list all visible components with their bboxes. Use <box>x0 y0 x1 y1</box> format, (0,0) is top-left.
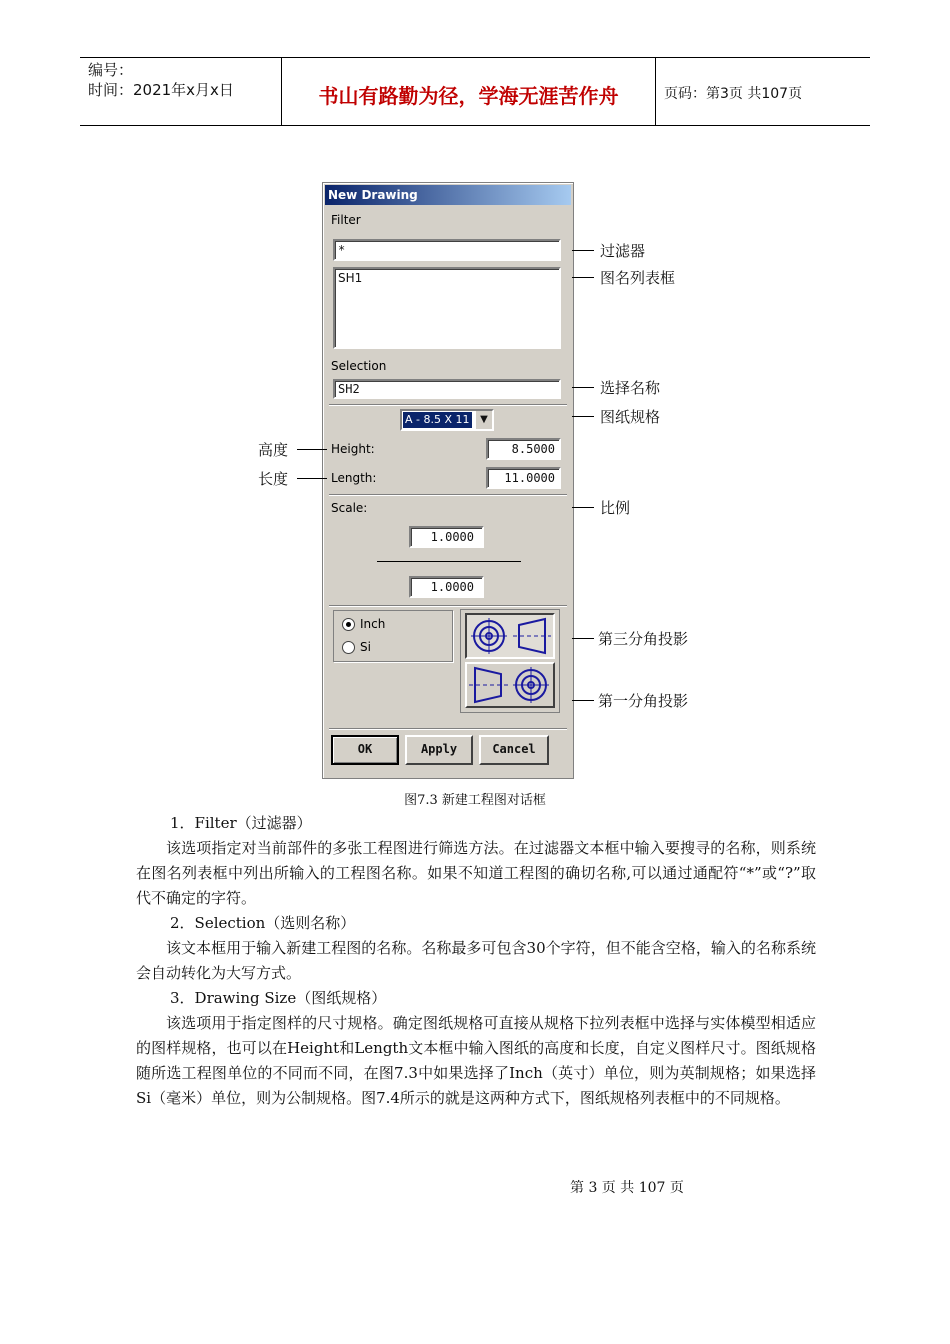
leader-line <box>572 700 594 701</box>
unit-inch-label: Inch <box>360 617 386 631</box>
new-drawing-dialog <box>322 182 574 779</box>
unit-inch-radio[interactable] <box>342 617 385 631</box>
filter-input[interactable]: * <box>333 239 561 261</box>
projection-group <box>460 609 560 713</box>
units-group <box>333 610 453 662</box>
body-text <box>136 811 816 1111</box>
annotation-filter: 过滤器 <box>600 242 646 260</box>
height-label: Height: <box>331 442 375 456</box>
annotation-height: 高度 <box>258 441 289 459</box>
list-item[interactable]: SH1 <box>338 271 363 285</box>
time-label: 时间：2021年x月x日 <box>88 81 234 99</box>
section-heading: 1．Filter（过滤器） <box>170 814 312 832</box>
separator <box>329 728 567 730</box>
chevron-down-icon[interactable]: ▼ <box>475 411 492 429</box>
annotation-first-angle: 第一分角投影 <box>598 692 689 710</box>
dialog-title: New Drawing <box>325 185 571 205</box>
leader-line <box>572 507 594 508</box>
third-angle-projection-button[interactable] <box>465 613 555 659</box>
selection-label: Selection <box>331 359 387 373</box>
figure-caption: 图7.3 新建工程图对话框 <box>404 793 546 808</box>
scale-numerator-input[interactable]: 1.0000 <box>409 526 484 548</box>
scale-fraction-line <box>377 561 521 562</box>
separator <box>329 494 567 496</box>
annotation-length: 长度 <box>258 470 289 488</box>
height-input[interactable]: 8.5000 <box>486 438 561 460</box>
apply-button[interactable]: Apply <box>405 735 473 765</box>
paragraph: 该选项用于指定图样的尺寸规格。确定图纸规格可直接从规格下拉列表框中选择与实体模型相适应的图样规格，也可以在Height和Length文本框中输入图纸的高度和长度，自定义图样尺寸。图纸规格随所选工程图单位的不同而不同，在图7.3中如果选择了Inch（英寸）单位，则为英制规格；如果选择Si（毫米）单位，则为公制规格。图7.4所示的就是这两种方式下，图纸规格列表框中的不同规格。 <box>136 1014 816 1107</box>
header-motto: 书山有路勤为径，学海无涯苦作舟 <box>318 84 619 108</box>
header-left <box>88 60 234 100</box>
ok-button[interactable]: OK <box>331 735 399 765</box>
code-label: 编号： <box>88 61 134 79</box>
radio-selected-icon[interactable] <box>342 618 355 631</box>
header-top-rule <box>80 57 870 58</box>
page-footer: 第 3 页 共 107 页 <box>570 1180 684 1196</box>
unit-si-label: Si <box>360 640 371 654</box>
annotation-third-angle: 第三分角投影 <box>598 630 689 648</box>
leader-line <box>572 387 594 388</box>
radio-empty-icon[interactable] <box>342 641 355 654</box>
leader-line <box>572 277 594 278</box>
paragraph: 该文本框用于输入新建工程图的名称。名称最多可包含30个字符，但不能含空格，输入的名称系统会自动转化为大写方式。 <box>136 939 816 982</box>
filter-label: Filter <box>331 213 361 227</box>
leader-line <box>297 449 327 450</box>
cancel-button[interactable]: Cancel <box>479 735 549 765</box>
scale-label: Scale: <box>331 501 368 515</box>
separator <box>329 605 567 607</box>
section-heading: 3．Drawing Size（图纸规格） <box>170 989 387 1007</box>
annotation-list: 图名列表框 <box>600 269 676 287</box>
annotation-selection: 选择名称 <box>600 379 661 397</box>
header-page-info: 页码：第3页 共107页 <box>664 86 803 102</box>
selection-input[interactable]: SH2 <box>333 379 561 399</box>
size-value: A - 8.5 X 11 <box>405 413 470 426</box>
first-angle-projection-icon <box>467 664 553 706</box>
drawing-size-dropdown[interactable] <box>400 409 494 431</box>
first-angle-projection-button[interactable] <box>465 662 555 708</box>
leader-line <box>297 478 327 479</box>
leader-line <box>572 250 594 251</box>
unit-si-radio[interactable] <box>342 640 371 654</box>
annotation-size: 图纸规格 <box>600 408 661 426</box>
length-label: Length: <box>331 471 377 485</box>
scale-denominator-input[interactable]: 1.0000 <box>409 576 484 598</box>
header-divider <box>655 57 656 126</box>
length-input[interactable]: 11.0000 <box>486 467 561 489</box>
annotation-scale: 比例 <box>600 499 631 517</box>
third-angle-projection-icon <box>467 615 553 657</box>
separator <box>329 404 567 406</box>
section-heading: 2．Selection（选则名称） <box>170 914 356 932</box>
paragraph: 该选项指定对当前部件的多张工程图进行筛选方法。在过滤器文本框中输入要搜寻的名称，则系统在图名列表框中列出所输入的工程图名称。如果不知道工程图的确切名称,可以通过通配符“*”或“?”取代不确定的字符。 <box>136 839 816 907</box>
drawing-name-list[interactable] <box>333 267 561 349</box>
leader-line <box>572 416 594 417</box>
leader-line <box>572 638 594 639</box>
header-bottom-rule <box>80 125 870 126</box>
